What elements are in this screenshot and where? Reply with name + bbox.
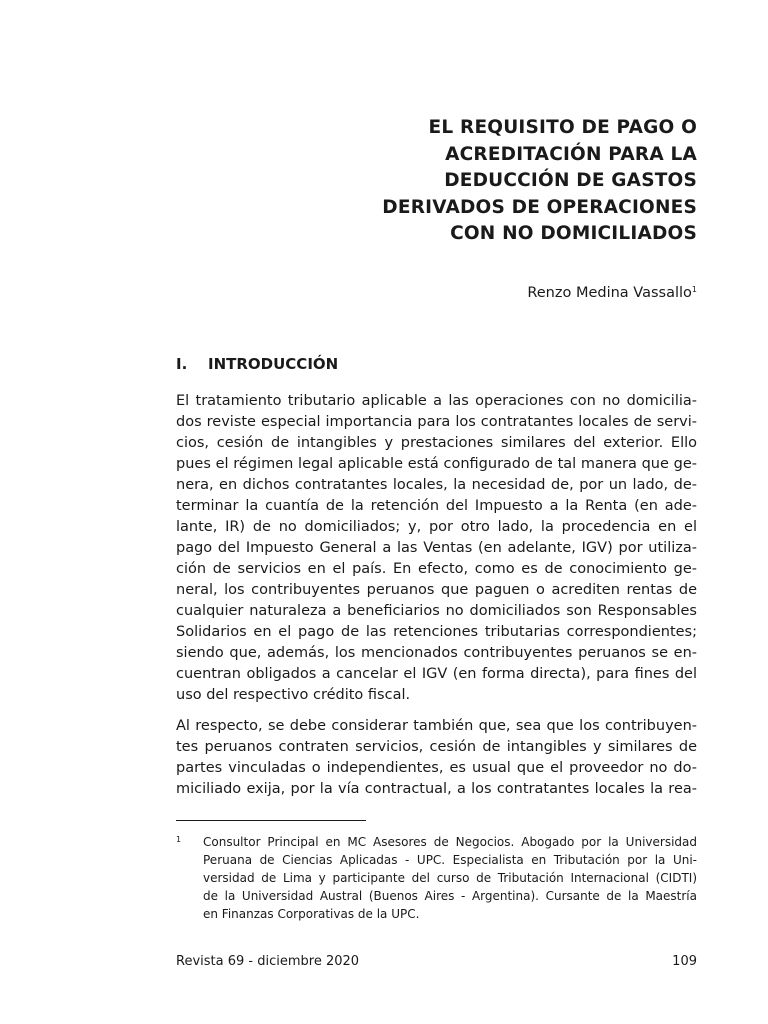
paragraph-line: dos reviste especial importancia para los contratantes locales de servi- — [176, 414, 697, 430]
paragraph-line: Al respecto, se debe considerar también que, sea que los contribuyen- — [176, 718, 697, 734]
body-paragraph — [176, 391, 697, 706]
author-name: Renzo Medina Vassallo — [527, 285, 692, 301]
title-line: DEDUCCIÓN DE GASTOS — [444, 170, 697, 191]
paragraph-line: pues el régimen legal aplicable está configurado de tal manera que ge- — [176, 456, 697, 472]
paragraph-line: nera, en dichos contratantes locales, la necesidad de, por un lado, de- — [176, 477, 697, 493]
paragraph-line: cualquier naturaleza a beneficiarios no domiciliados son Responsables — [176, 603, 697, 619]
paragraph-line: neral, los contribuyentes peruanos que paguen o acrediten rentas de — [176, 582, 697, 598]
title-line: ACREDITACIÓN PARA LA — [445, 143, 697, 165]
journal-footer: Revista 69 - diciembre 2020 — [176, 954, 360, 969]
paragraph-line: miciliado exija, por la vía contractual, a los contratantes locales la rea- — [176, 781, 697, 797]
body-paragraph — [176, 716, 697, 800]
paragraph-line: Solidarios en el pago de las retenciones tributarias correspondientes; — [176, 624, 697, 640]
section-title: INTRODUCCIÓN — [208, 355, 339, 373]
paragraph-line: partes vinculadas o independientes, es usual que el proveedor no do- — [176, 760, 697, 776]
footnote-mark: 1 — [176, 835, 182, 844]
section-heading — [176, 355, 338, 373]
paragraph-line: El tratamiento tributario aplicable a las operaciones con no domicilia- — [176, 393, 697, 409]
footnote — [176, 833, 697, 923]
footnote-body — [203, 833, 697, 923]
footnote-line: versidad de Lima y participante del curso de Tributación Internacional (CIDTI) — [203, 871, 697, 885]
article-title — [337, 115, 697, 248]
author-byline — [527, 285, 697, 301]
footnote-line: Consultor Principal en MC Asesores de Negocios. Abogado por la Universidad — [203, 835, 697, 849]
paragraph-line: ción de servicios en el país. En efecto, como es de conocimiento ge- — [176, 561, 697, 577]
title-line: DERIVADOS DE OPERACIONES — [382, 196, 697, 218]
paragraph-line: uso del respectivo crédito fiscal. — [176, 687, 411, 703]
paragraph-line: tes peruanos contraten servicios, cesión de intangibles y similares de — [176, 739, 697, 755]
page-number: 109 — [672, 954, 697, 969]
paragraph-line: pago del Impuesto General a las Ventas (en adelante, IGV) por utiliza- — [176, 540, 697, 556]
title-line: EL REQUISITO DE PAGO O — [428, 117, 697, 138]
paragraph-line: cuentran obligados a cancelar el IGV (en forma directa), para fines del — [176, 666, 697, 682]
paragraph-line: lante, IR) de no domiciliados; y, por otro lado, la procedencia en el — [176, 519, 697, 535]
footnote-reference: 1 — [691, 285, 697, 294]
section-number: I. — [176, 355, 188, 373]
footnote-line: de la Universidad Austral (Buenos Aires - Argentina). Cursante de la Maestría — [203, 889, 697, 903]
title-line: CON NO DOMICILIADOS — [450, 223, 697, 244]
paragraph-line: siendo que, además, los mencionados contribuyentes peruanos se en- — [176, 645, 697, 661]
footnote-divider — [176, 820, 366, 821]
footnote-line: Peruana de Ciencias Aplicadas - UPC. Especialista en Tributación por la Uni- — [203, 853, 697, 867]
footnote-line: en Finanzas Corporativas de la UPC. — [203, 907, 420, 921]
paragraph-line: terminar la cuantía de la retención del Impuesto a la Renta (en ade- — [176, 498, 697, 514]
paragraph-line: cios, cesión de intangibles y prestaciones similares del exterior. Ello — [176, 435, 697, 451]
